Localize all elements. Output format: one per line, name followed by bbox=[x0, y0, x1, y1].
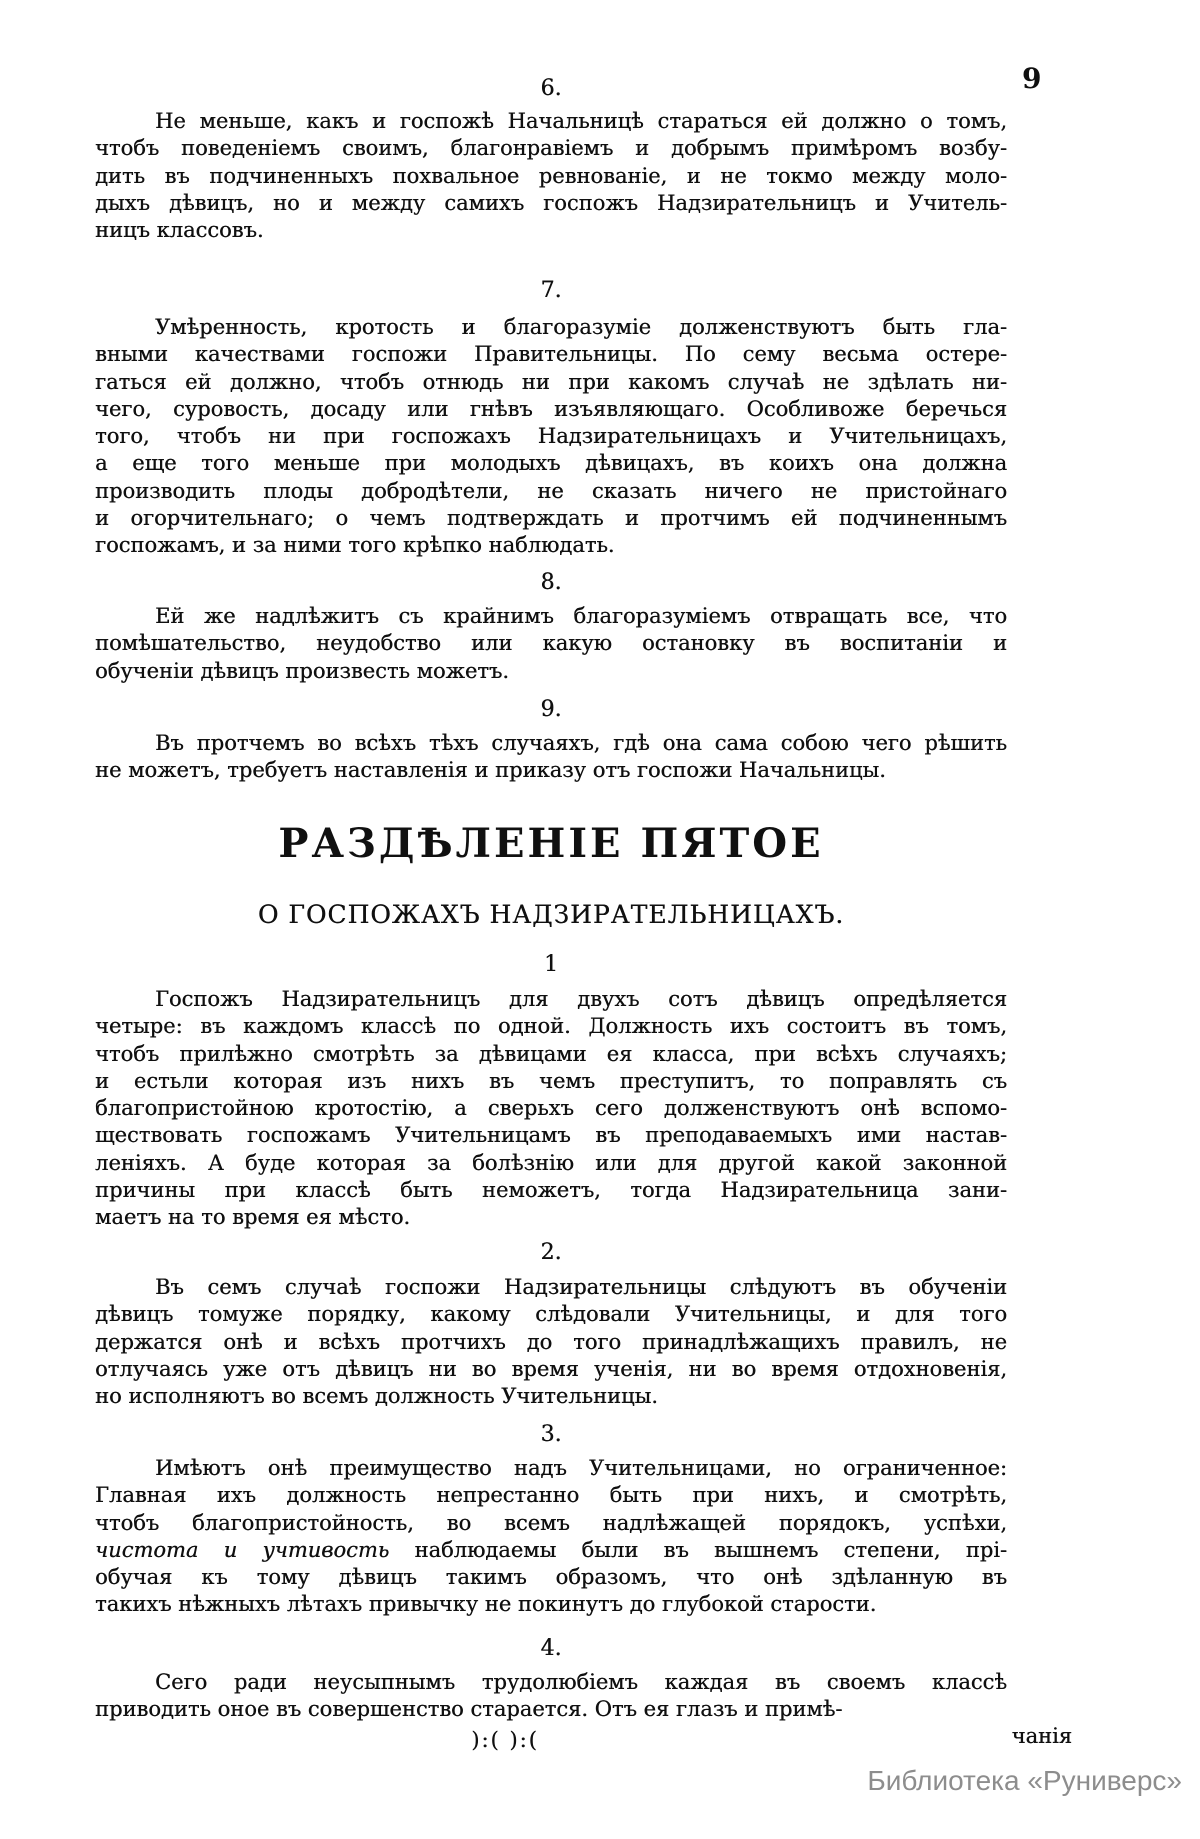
text-line: дѣвицъ томуже порядку, какому слѣдовали Учительницы, и для того bbox=[95, 1302, 1007, 1327]
catchword: чанія bbox=[1011, 1724, 1072, 1748]
paragraph bbox=[95, 986, 1007, 1232]
text-line: производить плоды добродѣтели, не сказать ничего не пристойнаго bbox=[95, 478, 1007, 503]
text-line: Госпожъ Надзирательницъ для двухъ сотъ дѣвицъ опредѣляется bbox=[155, 987, 1007, 1011]
text-line: и огорчительнаго; о чемъ подтверждать и протчимъ ей подчиненнымъ bbox=[95, 506, 1007, 531]
text-line: дыхъ дѣвицъ, но и между самихъ госпожъ Надзирательницъ и Учитель- bbox=[95, 190, 1007, 215]
text-line: четыре: въ каждомъ классѣ по одной. Должность ихъ состоитъ въ томъ, bbox=[95, 1014, 1007, 1039]
section-number: 4. bbox=[540, 1636, 562, 1661]
text-line: помѣшательство, неудобство или какую остановку въ воспитаніи и bbox=[95, 631, 1007, 656]
runiverse-library-watermark: Библиотека «Руниверс» bbox=[867, 1765, 1182, 1796]
text-line: обученіи дѣвицъ произвесть можетъ. bbox=[95, 658, 509, 683]
text-line: дить въ подчиненныхъ похвальное ревнованіе, и не токмо между моло- bbox=[95, 163, 1007, 188]
text-line: причины при классѣ быть неможетъ, тогда Надзирательница зани- bbox=[95, 1178, 1007, 1203]
text-line: госпожамъ, и за ними того крѣпко наблюдать. bbox=[95, 533, 615, 558]
section-number: 6. bbox=[540, 76, 562, 101]
page-number: 9 bbox=[1022, 62, 1042, 95]
text-line: Не меньше, какъ и госпожѣ Начальницѣ стараться ей должно о томъ, bbox=[155, 109, 1007, 133]
text-line: отлучаясь уже отъ дѣвицъ ни во время ученія, ни во время отдохновенія, bbox=[95, 1356, 1007, 1381]
text-line: Сего ради неусыпнымъ трудолюбіемъ каждая въ своемъ классѣ bbox=[155, 1670, 1007, 1694]
text-line: обучая къ тому дѣвицъ такимъ образомъ, что онѣ здѣланную въ bbox=[95, 1565, 1007, 1590]
text-line: благопристойною кротостію, а сверьхъ сего долженствуютъ онѣ вспомо- bbox=[95, 1096, 1007, 1121]
text-line: Въ протчемъ во всѣхъ тѣхъ случаяхъ, гдѣ она сама собою чего рѣшить bbox=[155, 731, 1007, 755]
text-line: чего, суровость, досаду или гнѣвъ изъявляющаго. Особливоже беречься bbox=[95, 396, 1007, 421]
text-line: чтобъ прилѣжно смотрѣть за дѣвицами ея класса, при всѣхъ случаяхъ; bbox=[95, 1041, 1007, 1066]
division-subtitle: О ГОСПОЖАХЪ НАДЗИРАТЕЛЬНИЦАХЪ. bbox=[257, 900, 845, 929]
text-line: такихъ нѣжныхъ лѣтахъ привычку не покинутъ до глубокой старости. bbox=[95, 1592, 877, 1617]
text-line: гаться ей должно, чтобъ отнюдь ни при какомъ случаѣ не здѣлать ни- bbox=[95, 369, 1007, 394]
text-line: не можетъ, требуетъ наставленія и приказу отъ госпожи Начальницы. bbox=[95, 758, 886, 783]
text-line: Умѣренность, кротость и благоразуміе долженствуютъ быть гла- bbox=[155, 315, 1007, 339]
text-line: держатся онѣ и всѣхъ протчихъ до того принадлѣжащихъ правилъ, не bbox=[95, 1329, 1007, 1354]
text-line: того, чтобъ ни при госпожахъ Надзирательницахъ и Учительницахъ, bbox=[95, 424, 1007, 449]
text-line: леніяхъ. А буде которая за болѣзнію или для другой какой законной bbox=[95, 1150, 1007, 1175]
paragraph bbox=[95, 1455, 1007, 1619]
paragraph bbox=[95, 1669, 1007, 1724]
text-line: Ей же надлѣжитъ съ крайнимъ благоразуміемъ отвращать все, что bbox=[155, 604, 1007, 628]
section-number: 1 bbox=[544, 952, 558, 977]
section-number: 7. bbox=[540, 278, 562, 303]
section-number: 9. bbox=[540, 697, 562, 722]
text-line: чтобъ поведеніемъ своимъ, благонравіемъ и добрымъ примѣромъ возбу- bbox=[95, 136, 1007, 161]
section-number: 3. bbox=[540, 1422, 562, 1447]
signature-mark: ):( ):( bbox=[471, 1728, 539, 1752]
text-line: и естьли которая изъ нихъ въ чемъ преступитъ, то поправлять съ bbox=[95, 1068, 1007, 1093]
paragraph bbox=[95, 314, 1007, 560]
text-line: чистота и учтивость наблюдаемы были въ вышнемъ степени, прі- bbox=[95, 1537, 1008, 1562]
text-line: а еще того меньше при молодыхъ дѣвицахъ, въ коихъ она должна bbox=[95, 451, 1007, 476]
text-line: ществовать госпожамъ Учительницамъ въ преподаваемыхъ ими настав- bbox=[95, 1123, 1007, 1148]
text-line: ницъ классовъ. bbox=[95, 218, 264, 243]
text-line: маетъ на то время ея мѣсто. bbox=[95, 1205, 411, 1230]
text-line: Въ семъ случаѣ госпожи Надзирательницы слѣдуютъ въ обученіи bbox=[155, 1275, 1007, 1299]
paragraph bbox=[95, 108, 1007, 244]
text-line: но исполняютъ во всемъ должность Учительницы. bbox=[95, 1384, 658, 1409]
text-line: вными качествами госпожи Правительницы. По сему весьма остере- bbox=[95, 342, 1007, 367]
text-line: чтобъ благопристойность, во всемъ надлѣжащей порядокъ, успѣхи, bbox=[95, 1510, 1007, 1535]
paragraph bbox=[95, 1274, 1007, 1410]
text-line: приводить оное въ совершенство старается. Отъ ея глазъ и примѣ- bbox=[95, 1697, 843, 1722]
paragraph bbox=[95, 730, 1007, 785]
text-line: Имѣютъ онѣ преимущество надъ Учительницами, но ограниченное: bbox=[155, 1456, 1007, 1480]
section-number: 8. bbox=[540, 570, 562, 595]
section-number: 2. bbox=[540, 1240, 562, 1265]
paragraph bbox=[95, 603, 1007, 685]
text-line: Главная ихъ должность непрестанно быть при нихъ, и смотрѣть, bbox=[95, 1483, 1007, 1508]
division-title: РАЗДѢЛЕНІЕ ПЯТОЕ bbox=[278, 820, 824, 867]
